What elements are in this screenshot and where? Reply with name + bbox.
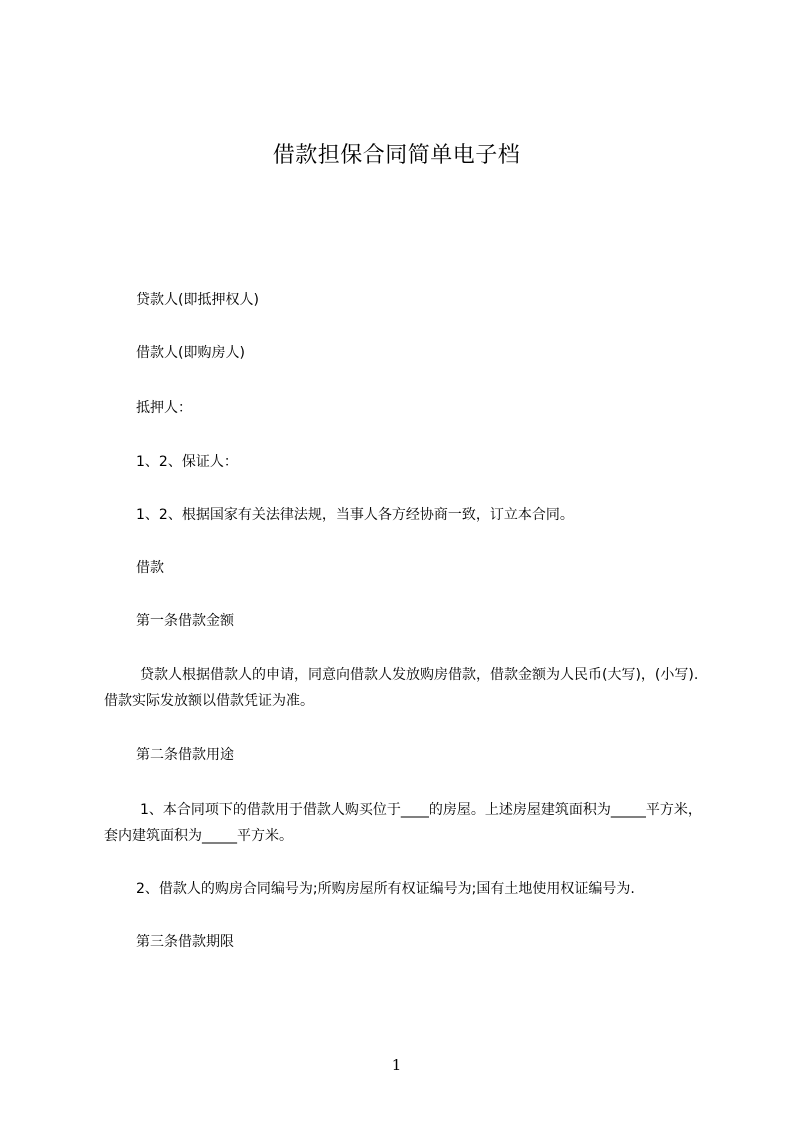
article-heading-2: 第二条借款用途 — [136, 747, 234, 763]
section-heading-loan: 借款 — [136, 560, 164, 576]
document-title: 借款担保合同简单电子档 — [272, 143, 521, 168]
paragraph-loan-purpose-2: 2、借款人的购房合同编号为;所购房屋所有权证编号为;国有土地使用权证编号为. — [136, 881, 635, 897]
paragraph-agreement-basis: 1、2、根据国家有关法律法规，当事人各方经协商一致，订立本合同。 — [136, 507, 574, 523]
paragraph-guarantor: 1、2、保证人： — [136, 454, 238, 470]
paragraph-lender: 贷款人(即抵押权人) — [136, 292, 259, 308]
article-heading-1: 第一条借款金额 — [136, 613, 234, 629]
page-number: 1 — [391, 1056, 402, 1074]
article-heading-3: 第三条借款期限 — [136, 934, 234, 950]
paragraph-loan-purpose-1: 1、本合同项下的借款用于借款人购买位于____的房屋。上述房屋建筑面积为_____平方米，套内建筑面积为_____平方米。 — [104, 802, 702, 844]
paragraph-mortgagor: 抵押人： — [136, 400, 192, 416]
paragraph-borrower: 借款人(即购房人) — [136, 345, 245, 361]
paragraph-loan-amount: 贷款人根据借款人的申请，同意向借款人发放购房借款，借款金额为人民币(大写)，(小写).借款实际发放额以借款凭证为准。 — [104, 667, 699, 709]
